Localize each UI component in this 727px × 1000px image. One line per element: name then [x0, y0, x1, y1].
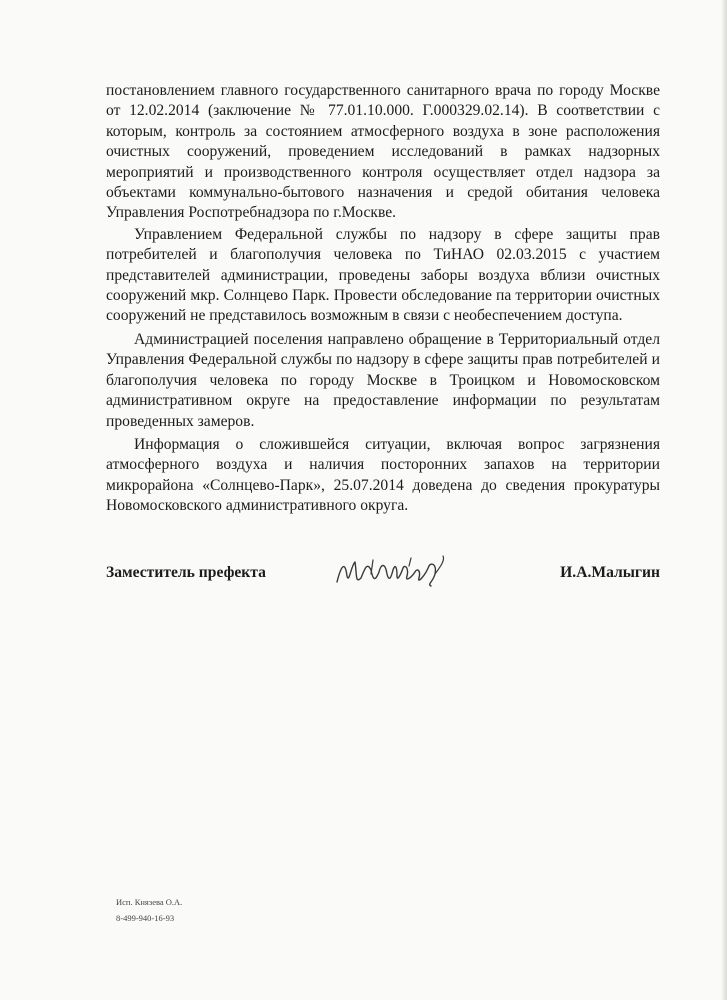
paragraph-1: постановлением главного государственного санитарного врача по городу Москве от 12.02.2014 (заключение № 77.01.10.000. Г.000329.02.14). В соответствии с которым, контроль за состоянием атмосферного воздуха в зоне расположения очистных сооружений, проведением исследований в рамках надзорных мероприятий и производственного контроля осуществляет отдел надзора за объектами коммунально-бытового назначения и средой обитания человека Управления Роспотребнадзора по г.Москве.	[106, 82, 660, 222]
letter-body	[106, 81, 660, 517]
executor-name: Исп. Князева О.А.	[116, 897, 183, 907]
paragraph-2: Управлением Федеральной службы по надзору в сфере защиты прав потребителей и благополучия человека по ТиНАО 02.03.2015 с участием представителей администрации, проведены заборы воздуха вблизи очистных сооружений мкр. Солнцево Парк. Провести обследование па территории очистных сооружений не представилось возможным в связи с необеспечением доступа.	[106, 225, 660, 325]
paragraph-4: Информация о сложившейся ситуации, включая вопрос загрязнения атмосферного воздуха и наличия посторонних запахов на территории микрорайона «Солнцево-Парк», 25.07.2014 доведена до сведения прокуратуры Новомосковского административного округа.	[106, 435, 660, 515]
handwritten-signature	[331, 552, 471, 592]
signatory-name: И.А.Малыгин	[560, 564, 660, 581]
page-edge-shadow	[721, 0, 727, 1000]
paragraph-3: Администрацией поселения направлено обращение в Территориальный отдел Управления Федеральной службы по надзору в сфере защиты прав потребителей и благополучия человека по городу Москве в Троицком и Новомосковском административном округе на предоставление информации по результатам проведенных замеров.	[106, 330, 660, 430]
signatory-position: Заместитель префекта	[106, 564, 266, 581]
signature-block	[106, 558, 660, 598]
executor-info	[116, 894, 182, 926]
executor-phone: 8-499-940-16-93	[116, 913, 175, 923]
